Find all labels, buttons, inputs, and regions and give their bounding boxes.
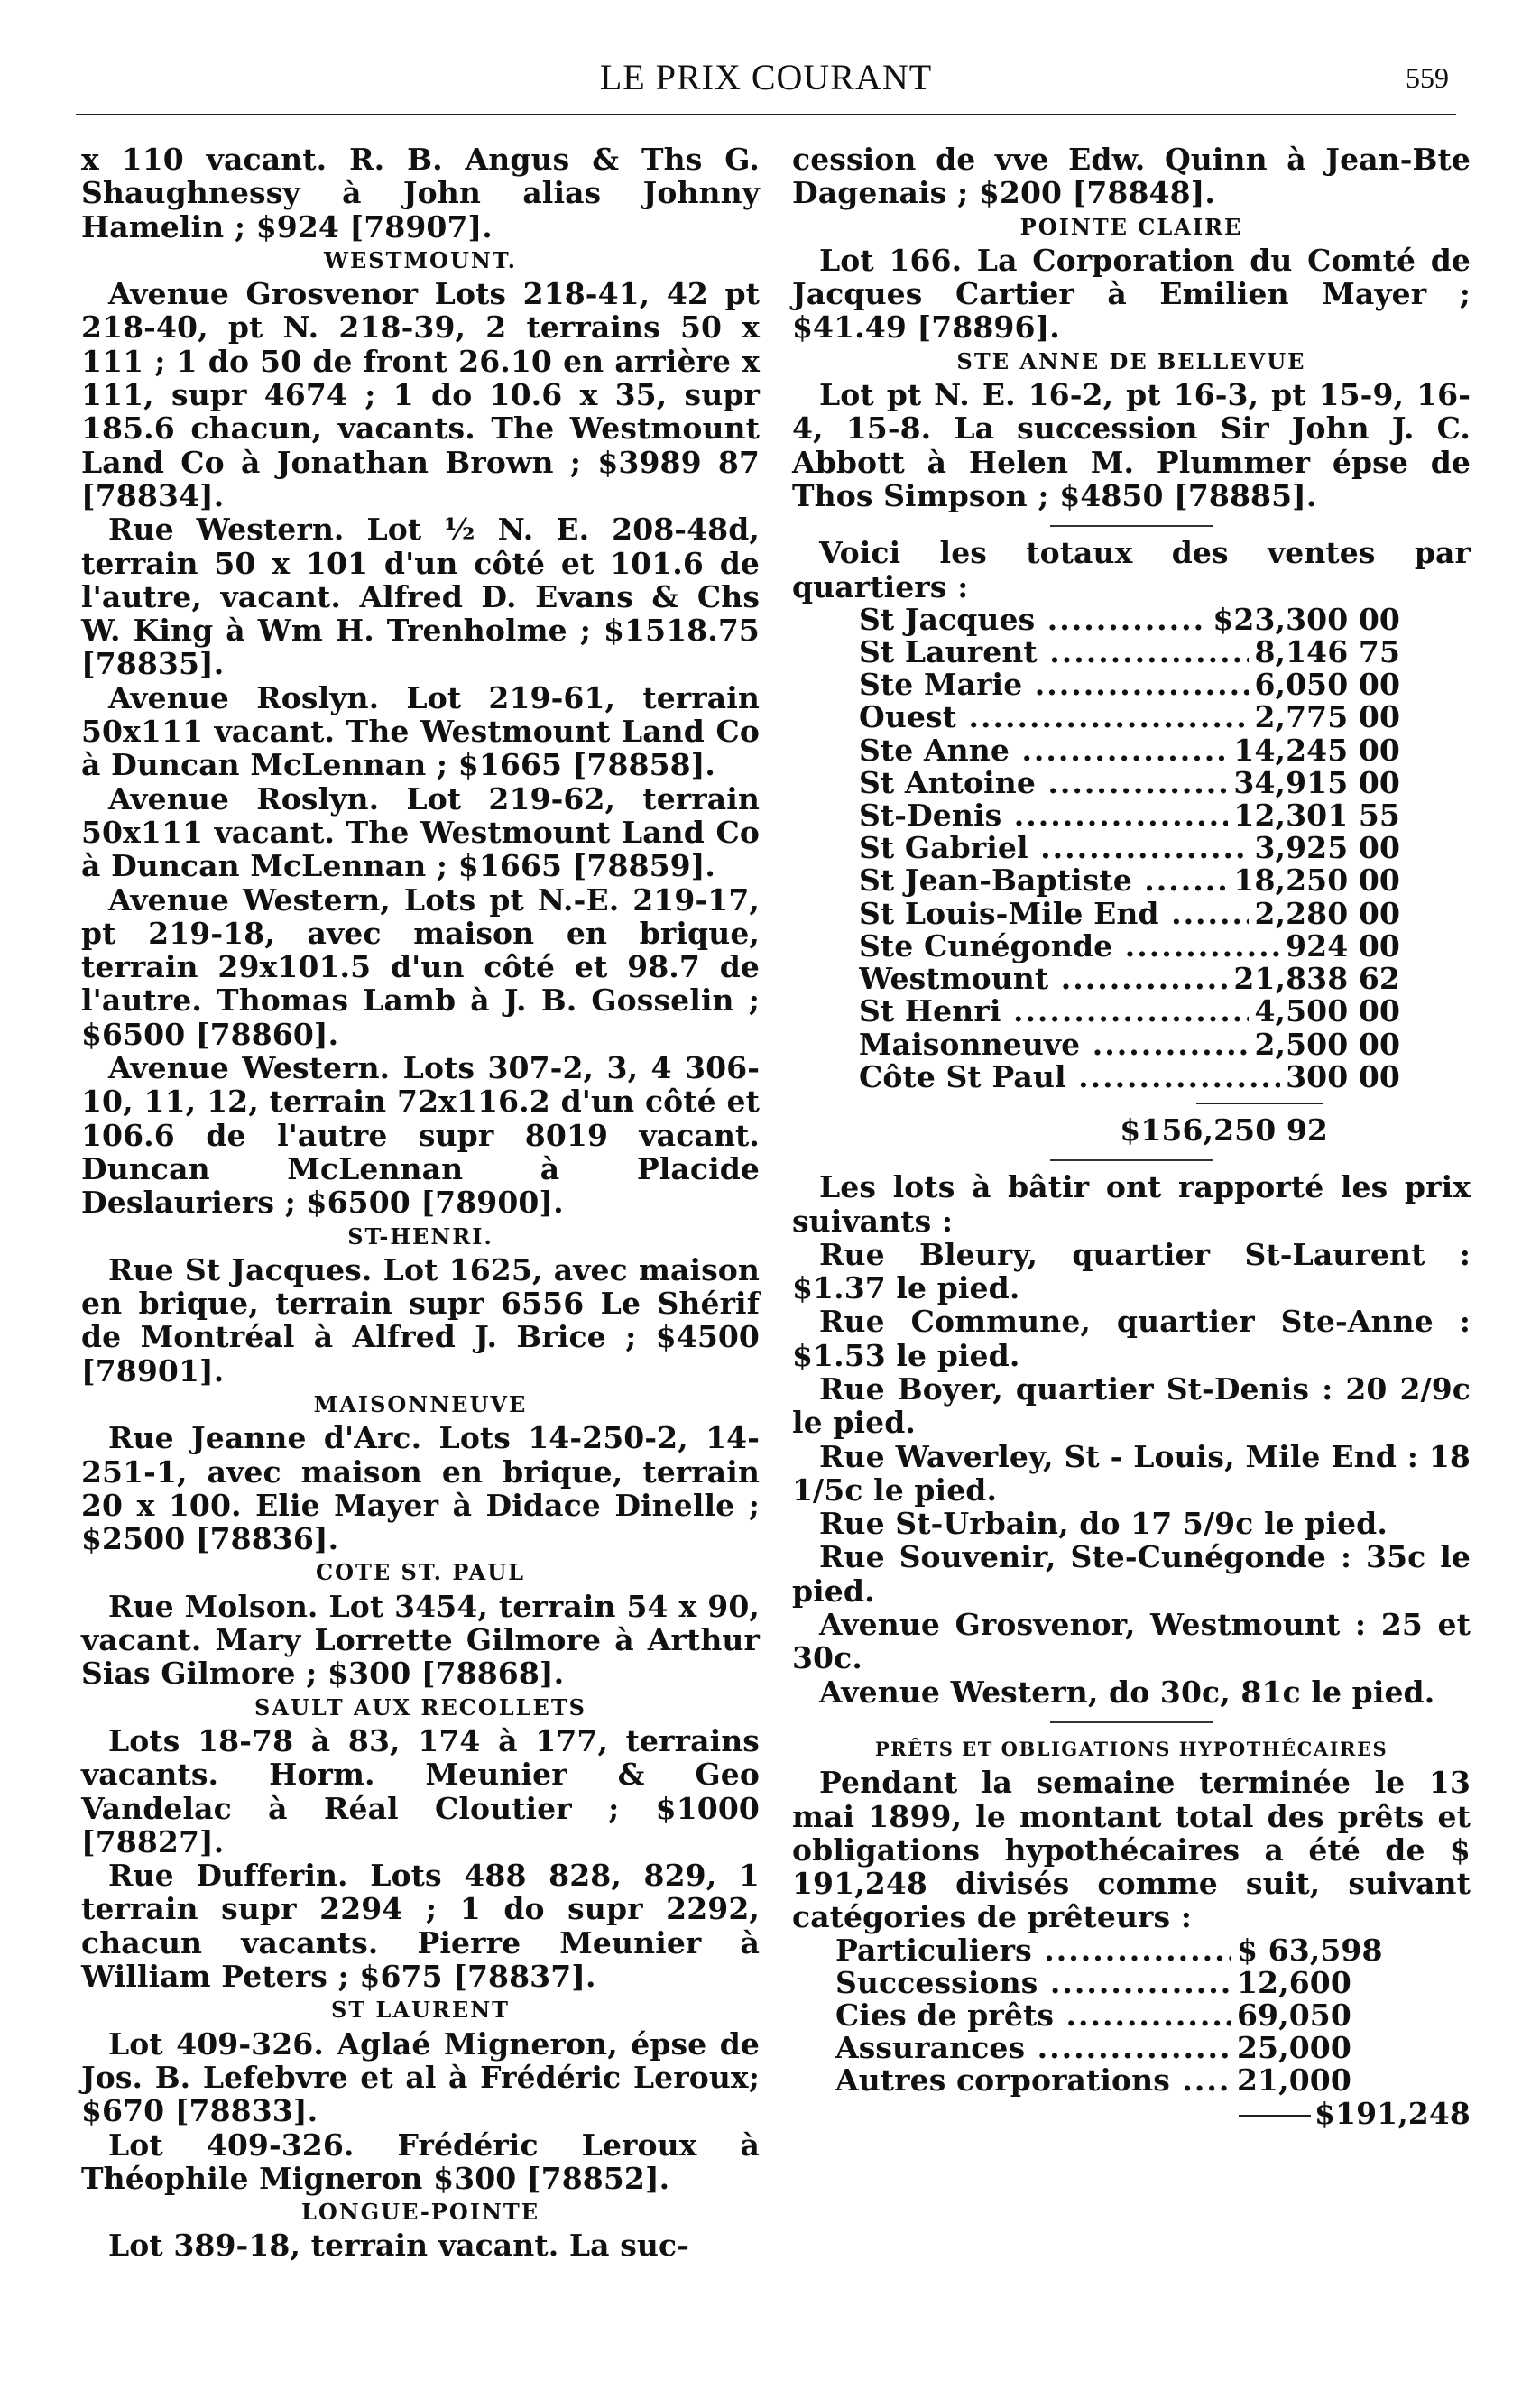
table-row bbox=[835, 2064, 1359, 2097]
table-row bbox=[859, 832, 1400, 864]
table-row bbox=[859, 701, 1400, 733]
row-amount: 69,050 bbox=[1237, 1997, 1351, 2033]
row-amount: 34,915 00 bbox=[1233, 764, 1400, 800]
table-row bbox=[859, 1026, 1400, 1062]
row-amount: 21,838 62 bbox=[1233, 961, 1400, 997]
row-amount: 8,146 75 bbox=[1254, 634, 1400, 670]
section-heading-st-laurent: ST LAURENT bbox=[330, 1997, 510, 2024]
row-label: Autres corporations ..... bbox=[835, 2064, 1231, 2097]
row-amount: $23,300 00 bbox=[1213, 601, 1400, 637]
table-row bbox=[859, 1058, 1400, 1094]
paragraph: Rue Boyer, quartier St-Denis : 20 2/9c le pied. bbox=[792, 1370, 1471, 1441]
section-heading-sault-aux-recollets: SAULT AUX RECOLLETS bbox=[254, 1693, 587, 1721]
row-label: St-Denis ..... bbox=[859, 799, 1228, 832]
paragraph: Lot 389-18, terrain vacant. La suc- bbox=[108, 2228, 690, 2264]
paragraph: Lot 409-326. Frédéric Leroux à Théophile Migneron $300 [78852]. bbox=[81, 2127, 760, 2196]
row-amount: 12,301 55 bbox=[1233, 798, 1400, 834]
paragraph: Rue Souvenir, Ste-Cunégonde : 35c le pied. bbox=[792, 1539, 1471, 1609]
row-amount: 2,500 00 bbox=[1254, 1026, 1400, 1062]
table-row bbox=[859, 636, 1400, 669]
paragraph: Avenue Grosvenor, Westmount : 25 et 30c. bbox=[792, 1607, 1471, 1676]
row-amount: 18,250 00 bbox=[1233, 863, 1400, 899]
paragraph: Rue Jeanne d'Arc. Lots 14-250-2, 14-251-1, avec maison en brique, terrain 20 x 100. Elie Mayer à Didace Dinelle ; $2500 [78836]. bbox=[81, 1420, 760, 1557]
section-heading-st-henri: ST-HENRI. bbox=[347, 1222, 493, 1250]
paragraph: Avenue Western. Lots 307-2, 3, 4 306-10, 11, 12, terrain 72x116.2 d'un côté et 106.6 de l'autre supr 8019 vacant. Duncan McLennan à Placide Deslauriers ; $6500 [78900]. bbox=[81, 1050, 760, 1221]
quartiers-total: $156,250 92 bbox=[1120, 1112, 1328, 1148]
table-row bbox=[859, 764, 1400, 800]
row-label: St Laurent ..... bbox=[859, 636, 1249, 669]
row-amount: 924 00 bbox=[1286, 927, 1400, 964]
preteurs-total: $191,248 bbox=[1314, 2095, 1471, 2131]
table-row bbox=[859, 895, 1400, 931]
row-amount: 14,245 00 bbox=[1233, 732, 1400, 768]
paragraph: Lots 18-78 à 83, 174 à 177, terrains vacants. Horm. Meunier & Geo Vandelac à Réal Cloutier ; $1000 [78827]. bbox=[81, 1722, 760, 1859]
table-row bbox=[859, 669, 1400, 701]
row-label: Maisonneuve ..... bbox=[859, 1029, 1249, 1061]
section-heading-maisonneuve: MAISONNEUVE bbox=[313, 1390, 528, 1417]
paragraph: Rue Bleury, quartier St-Laurent : $1.37 le pied. bbox=[792, 1236, 1471, 1306]
row-label: Ste Marie ..... bbox=[859, 669, 1249, 701]
section-heading-cote-st-paul: COTE ST. PAUL bbox=[315, 1559, 526, 1586]
paragraph: Rue Dufferin. Lots 488 828, 829, 1 terrain supr 2294 ; 1 do supr 2292, chacun vacants. Pierre Meunier à William Peters ; $675 [78837]. bbox=[81, 1858, 760, 1995]
row-label: St Jean-Baptiste ..... bbox=[859, 864, 1228, 897]
table-row bbox=[859, 864, 1400, 897]
left-column bbox=[81, 143, 760, 2263]
row-label: Ouest ..... bbox=[859, 701, 1249, 733]
table-row bbox=[835, 1932, 1383, 1968]
table-row bbox=[859, 927, 1400, 964]
header-rule bbox=[76, 114, 1456, 115]
paragraph: Les lots à bâtir ont rapporté les prix suivants : bbox=[792, 1169, 1471, 1239]
row-label: Côte St Paul ..... bbox=[859, 1061, 1280, 1093]
row-amount: 4,500 00 bbox=[1254, 993, 1400, 1029]
paragraph: Lot pt N. E. 16-2, pt 16-3, pt 15-9, 16-4, 15-8. La succession Sir John J. C. Abbott à Helen M. Plummer épse de Thos Simpson ; $4850 [78885]. bbox=[792, 377, 1471, 513]
paragraph: cession de vve Edw. Quinn à Jean-Bte Dagenais ; $200 [78848]. bbox=[792, 142, 1471, 211]
right-column bbox=[792, 143, 1471, 2130]
paragraph: Rue St-Urbain, do 17 5/9c le pied. bbox=[819, 1506, 1388, 1542]
row-amount: $ 63,598 bbox=[1237, 1932, 1383, 1968]
row-label: Cies de prêts ..... bbox=[835, 1999, 1231, 2032]
row-amount: 6,050 00 bbox=[1254, 667, 1400, 703]
row-label: St Jacques ..... bbox=[859, 604, 1207, 636]
paragraph: Lot 409-326. Aglaé Migneron, épse de Jos. B. Lefebvre et al à Frédéric Leroux; $670 [78833]. bbox=[81, 2025, 760, 2129]
table-row bbox=[859, 995, 1400, 1028]
paragraph: Avenue Roslyn. Lot 219-61, terrain 50x111 vacant. The Westmount Land Co à Duncan McLennan ; $1665 [78858]. bbox=[81, 679, 760, 783]
paragraph: Rue St Jacques. Lot 1625, avec maison en brique, terrain supr 6556 Le Shérif de Montréal à Alfred J. Brice ; $4500 [78901]. bbox=[81, 1251, 760, 1389]
row-amount: 12,600 bbox=[1237, 1964, 1351, 2000]
section-heading-longue-pointe: LONGUE-POINTE bbox=[300, 2199, 540, 2226]
section-heading-westmount: WESTMOUNT. bbox=[324, 246, 517, 273]
table-row bbox=[835, 2029, 1359, 2065]
section-heading-ste-anne: STE ANNE DE BELLEVUE bbox=[956, 347, 1306, 374]
table-row bbox=[835, 1999, 1359, 2032]
row-amount: 25,000 bbox=[1237, 2029, 1351, 2065]
row-label: Ste Anne ..... bbox=[859, 734, 1228, 767]
row-label: Assurances ..... bbox=[835, 2032, 1231, 2064]
paragraph: x 110 vacant. R. B. Angus & Ths G. Shaughnessy à John alias Johnny Hamelin ; $924 [78907]. bbox=[81, 142, 760, 244]
section-heading-pointe-claire: POINTE CLAIRE bbox=[1019, 213, 1243, 240]
table-row bbox=[859, 601, 1400, 637]
separator-rule bbox=[1050, 1721, 1213, 1723]
row-label: Successions ..... bbox=[835, 1967, 1231, 1999]
row-label: St Louis-Mile End ..... bbox=[859, 898, 1249, 930]
row-label: St Antoine ..... bbox=[859, 767, 1228, 799]
row-amount: 2,280 00 bbox=[1254, 895, 1400, 931]
row-label: St Henri ..... bbox=[859, 995, 1249, 1028]
page-number: 559 bbox=[1406, 61, 1449, 94]
table-row bbox=[859, 734, 1400, 767]
row-amount: 3,925 00 bbox=[1254, 830, 1400, 866]
paragraph: Rue Waverley, St - Louis, Mile End : 18 1/5c le pied. bbox=[792, 1438, 1471, 1508]
row-label: Westmount ..... bbox=[859, 963, 1228, 995]
table-row bbox=[859, 963, 1400, 995]
total-dash bbox=[1239, 2115, 1311, 2117]
table-row bbox=[859, 799, 1400, 832]
row-amount: 21,000 bbox=[1237, 2062, 1351, 2098]
paragraph: Lot 166. La Corporation du Comté de Jacques Cartier à Emilien Mayer ; $41.49 [78896]. bbox=[792, 242, 1471, 346]
paragraph: Rue Molson. Lot 3454, terrain 54 x 90, vacant. Mary Lorrette Gilmore à Arthur Sias Gilmore ; $300 [78868]. bbox=[81, 1588, 760, 1692]
row-amount: 2,775 00 bbox=[1254, 699, 1400, 735]
quartiers-table bbox=[859, 601, 1400, 1148]
section-heading-prets: PRÊTS ET OBLIGATIONS HYPOTHÉCAIRES bbox=[874, 1737, 1388, 1760]
separator-rule bbox=[1050, 1159, 1213, 1161]
row-label: Particuliers ..... bbox=[835, 1934, 1231, 1967]
row-amount: 300 00 bbox=[1286, 1058, 1400, 1094]
table-row bbox=[835, 1964, 1359, 2000]
paragraph: Rue Western. Lot ½ N. E. 208-48d, terrain 50 x 101 d'un côté et 101.6 de l'autre, vacant. Alfred D. Evans & Chs W. King à Wm H. Trenholme ; $1518.75 [78835]. bbox=[81, 512, 760, 682]
journal-title: LE PRIX COURANT bbox=[599, 57, 933, 97]
paragraph: Avenue Roslyn. Lot 219-62, terrain 50x111 vacant. The Westmount Land Co à Duncan McLennan ; $1665 [78859]. bbox=[81, 780, 760, 884]
separator-rule bbox=[1050, 525, 1213, 527]
total-rule bbox=[1196, 1103, 1323, 1104]
preteurs-total-line bbox=[792, 2097, 1471, 2130]
preteurs-table bbox=[835, 1932, 1383, 2098]
paragraph: Voici les totaux des ventes par quartiers : bbox=[792, 535, 1471, 604]
row-label: Ste Cunégonde ..... bbox=[859, 930, 1280, 963]
page-header bbox=[76, 56, 1456, 110]
paragraph: Avenue Western, do 30c, 81c le pied. bbox=[819, 1674, 1435, 1710]
paragraph: Avenue Western, Lots pt N.-E. 219-17, pt 219-18, avec maison en brique, terrain 29x101.5 d'un côté et 98.7 de l'autre. Thomas Lamb à J. B. Gosselin ; $6500 [78860]. bbox=[81, 881, 760, 1052]
paragraph: Avenue Grosvenor Lots 218-41, 42 pt 218-40, pt N. 218-39, 2 terrains 50 x 111 ; 1 do 50 de front 26.10 en arrière x 111, supr 4674 ; 1 do 10.6 x 35, supr 185.6 chacun, vacants. The Westmount Land Co à Jonathan Brown ; $3989 87 [78834]. bbox=[81, 276, 760, 513]
row-label: St Gabriel ..... bbox=[859, 832, 1249, 864]
paragraph: Pendant la semaine terminée le 13 mai 1899, le montant total des prêts et obligations hypothécaires a été de $ 191,248 divisés comme suit, suivant catégories de prêteurs : bbox=[792, 1765, 1471, 1935]
paragraph: Rue Commune, quartier Ste-Anne : $1.53 le pied. bbox=[792, 1304, 1471, 1373]
